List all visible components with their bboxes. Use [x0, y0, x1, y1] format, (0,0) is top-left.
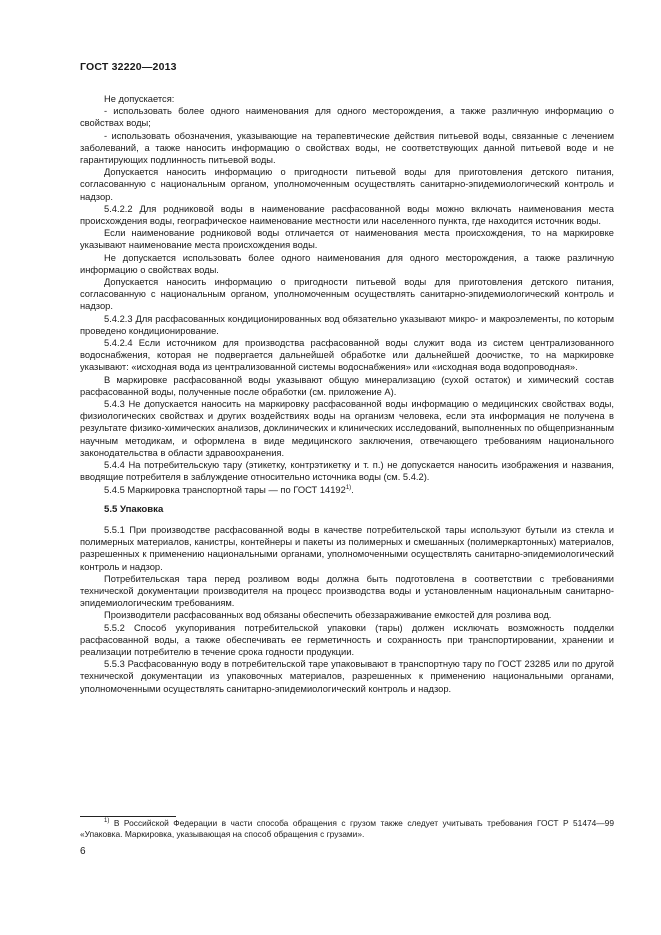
footnote [80, 818, 614, 840]
paragraph: Не допускается: [104, 94, 175, 104]
paragraph: 5.4.2.3 Для расфасованных кондиционированных вод обязательно указывают микро- и макроэлементы, по которым проведено кондиционирование. [80, 313, 614, 336]
paragraph: Производители расфасованных вод обязаны обеспечить обеззараживание емкостей для розлива вод. [104, 610, 552, 621]
document-body [80, 93, 614, 695]
paragraph: 5.5.2 Способ укупоривания потребительской упаковки (тары) должен исключать возможность подделки расфасованной воды, а также обеспечивать ее герметичность и сохранность при транспортировании, хранении и реализации потребителю в течение срока годности продукции. [80, 622, 614, 657]
page-number: 6 [80, 846, 86, 857]
footnote-divider [80, 816, 176, 817]
paragraph: 5.4.3 Не допускается наносить на маркировку расфасованной воды информацию о медицинских свойствах воды, физиологических свойствах и других воздействиях воды на организм человека, если эта информация не получена в результате физико-химических анализов, доклинических и клинических исследований, выполненных по общепризнанным научным методикам, и оформлена в виде медицинского заключения, отвечающего требованиям национального законодательства в области здравоохранения. [80, 399, 614, 458]
paragraph: Допускается наносить информацию о пригодности питьевой воды для приготовления детского питания, согласованную с национальным органом, уполномоченным осуществлять санитарно-эпидемиологический контроль и надзор. [80, 167, 614, 202]
paragraph-545-text: 5.4.5 Маркировка транспортной тары — по ГОСТ 14192 [104, 484, 346, 495]
paragraph: Допускается наносить информацию о пригодности питьевой воды для приготовления детского питания, согласованную с национальным органом, уполномоченным осуществлять санитарно-эпидемиологический контроль и надзор. [80, 277, 614, 312]
paragraph: 5.4.2.2 Для родниковой воды в наименование расфасованной воды можно включать наименования места происхождения воды, географическое наименование местности или населенного пункта, где находится источник воды. [80, 203, 614, 227]
footnote-ref: 1) [345, 484, 352, 491]
paragraph: 5.5.1 При производстве расфасованной воды в качестве потребительской тары используют бутыли из стекла и полимерных материалов, канистры, контейнеры и пакеты из полимерных и смешанных (полимеркартонных) материалов, разрешенных к применению национальными органами, уполномоченными осуществлять санитарно-эпидемиологический контроль и надзор. [80, 524, 614, 572]
footnote-marker: 1) [104, 818, 110, 825]
paragraph: - использовать обозначения, указывающие на терапевтические действия питьевой воды, связанные с лечением заболеваний, а также наносить информацию о свойствах воды, не соответствующих данной питьевой воде и не гарантирующих подлинность питьевой воды. [80, 130, 614, 166]
paragraph: Не допускается использовать более одного наименования для одного месторождения, а также различную информацию о свойствах воды. [80, 252, 614, 275]
section-title: 5.5 Упаковка [104, 503, 164, 515]
footnote-text: В Российской Федерации в части способа обращения с грузом также следует учитывать требования ГОСТ Р 51474—99 «Упаковка. Маркировка, указывающая на способ обращения с грузами». [80, 818, 614, 839]
paragraph: 5.4.2.4 Если источником для производства расфасованной воды служит вода из систем централизованного водоснабжения, которая не подвергается дальнейшей обработке или дальнейшей доочистке, то на маркировке указывают: «исходная вода из централизованной системы водоснабжения» или «исходная вода водопроводная». [80, 338, 614, 373]
document-header: ГОСТ 32220—2013 [80, 61, 177, 73]
paragraph: 5.4.4 На потребительскую тару (этикетку, контрэтикетку и т. п.) не допускается наносить изображения и названия, вводящие потребителя в заблуждение относительно источника воды (см. 5.4.2). [80, 460, 614, 483]
paragraph-545-tail: . [351, 484, 354, 495]
paragraph: Потребительская тара перед розливом воды должна быть подготовлена в соответствии с требованиями технической документации производителя на процесс производства воды и установленным национальным санитарно-эпидемиологическим требованиям. [80, 573, 614, 609]
paragraph: 5.5.3 Расфасованную воду в потребительской таре упаковывают в транспортную тару по ГОСТ 23285 или по другой технической документации из упаковочных материалов, разрешенных к применению национальными органами, уполномоченными осуществлять санитарно-эпидемиологический контроль и надзор. [80, 659, 614, 694]
paragraph-545 [80, 484, 614, 496]
paragraph: - использовать более одного наименования для одного месторождения, а также различную информацию о свойствах воды; [80, 106, 614, 129]
paragraph: Если наименование родниковой воды отличается от наименования места происхождения, то на маркировке указывают наименование места происхождения воды. [80, 228, 614, 251]
paragraph: В маркировке расфасованной воды указывают общую минерализацию (сухой остаток) и химический состав расфасованной воды, полученные после обработки (см. приложение А). [80, 374, 614, 397]
